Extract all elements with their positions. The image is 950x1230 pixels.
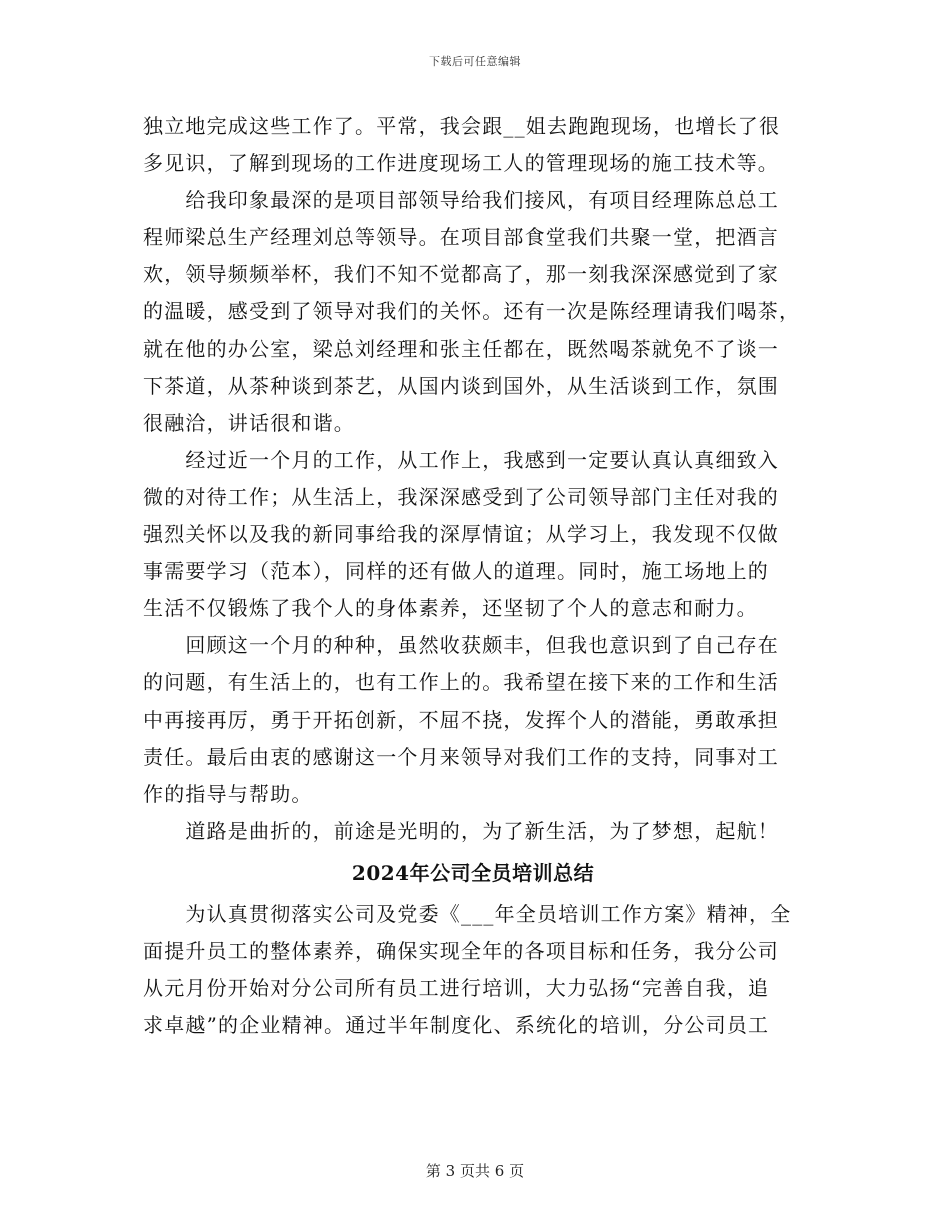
text-line: 回顾这一个月的种种，虽然收获颇丰，但我也意识到了自己存在 [143,633,779,658]
text-line: 下茶道，从茶种谈到茶艺，从国内谈到国外，从生活谈到工作，氛围 [143,373,779,398]
text-line: 从元月份开始对分公司所有员工进行培训，大力弘扬“完善自我，追 [143,976,770,1001]
text-line: 的温暖，感受到了领导对我们的关怀。还有一次是陈经理请我们喝茶， [143,299,801,324]
text-line: 为认真贯彻落实公司及党委《___年全员培训工作方案》精神，全 [143,901,792,926]
section-title: 2024年公司全员培训总结 [351,860,595,885]
text-line: 生活不仅锻炼了我个人的身体素养，还坚韧了个人的意志和耐力。 [143,596,758,621]
text-line: 事需要学习（范本），同样的还有做人的道理。同时，施工场地上的 [143,559,769,584]
text-line: 就在他的办公室，梁总刘经理和张主任都在，既然喝茶就免不了谈一 [143,336,779,361]
text-line: 欢，领导频频举杯，我们不知不觉都高了，那一刻我深深感觉到了家 [143,262,779,287]
text-line: 多见识，了解到现场的工作进度现场工人的管理现场的施工技术等。 [143,151,779,176]
text-line: 道路是曲折的，前途是光明的，为了新生活，为了梦想，起航！ [143,818,779,843]
page-number: 第 3 页共 6 页 [425,1162,525,1180]
text-line: 给我印象最深的是项目部领导给我们接风，有项目经理陈总总工 [143,188,779,213]
body-section-a [143,108,803,850]
text-line: 很融洽，讲话很和谐。 [143,410,355,435]
text-line: 强烈关怀以及我的新同事给我的深厚情谊；从学习上，我发现不仅做 [143,522,779,547]
document-body [143,108,803,1044]
text-line: 微的对待工作；从生活上，我深深感受到了公司领导部门主任对我的 [143,484,779,509]
text-line: 中再接再厉，勇于开拓创新，不屈不挠，发挥个人的潜能，勇敢承担 [143,707,779,732]
body-section-b [143,896,803,1044]
text-line: 面提升员工的整体素养，确保实现全年的各项目标和任务，我分公司 [143,938,779,963]
text-line: 的问题，有生活上的，也有工作上的。我希望在接下来的工作和生活 [143,670,779,695]
text-line: 独立地完成这些工作了。平常，我会跟__姐去跑跑现场，也增长了很 [143,114,781,138]
page-header: 下载后可任意编辑 [429,55,521,68]
text-line: 作的指导与帮助。 [143,781,313,806]
text-line: 程师梁总生产经理刘总等领导。在项目部食堂我们共聚一堂，把酒言 [143,225,779,250]
text-line: 求卓越”的企业精神。通过半年制度化、系统化的培训，分公司员工 [143,1013,770,1038]
text-line: 责任。最后由衷的感谢这一个月来领导对我们工作的支持，同事对工 [143,744,779,769]
text-line: 经过近一个月的工作，从工作上，我感到一定要认真认真细致入 [143,447,779,472]
